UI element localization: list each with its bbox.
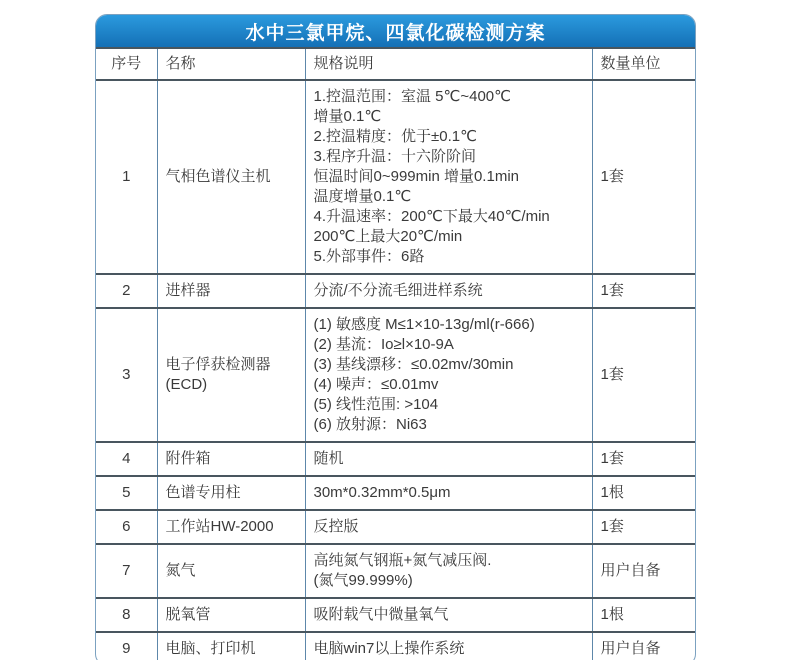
- cell-qty: 1套: [592, 274, 695, 308]
- spec-line: 随机: [313, 450, 344, 467]
- spec-line: 3.程序升温：十六阶阶间: [313, 148, 477, 165]
- spec-line: 恒温时间0~999min 增量0.1min: [313, 168, 519, 185]
- cell-no: 6: [96, 510, 157, 544]
- cell-name: 进样器: [157, 274, 305, 308]
- spec-table-card: [95, 14, 696, 660]
- cell-no: 4: [96, 442, 157, 476]
- cell-qty: 用户自备: [592, 632, 695, 660]
- spec-line: 200℃上最大20℃/min: [313, 228, 463, 245]
- spec-line: 1.控温范围：室温 5℃~400℃: [313, 88, 511, 105]
- spec-line: (4) 噪声：≤0.01mv: [313, 376, 439, 393]
- cell-qty: 1根: [592, 598, 695, 632]
- table-row: [96, 544, 695, 598]
- spec-line: 2.控温精度：优于±0.1℃: [313, 128, 477, 145]
- cell-name: 气相色谱仪主机: [157, 80, 305, 274]
- spec-line: (6) 放射源：Ni63: [313, 416, 427, 433]
- cell-spec: [305, 632, 592, 660]
- spec-line: 30m*0.32mm*0.5μm: [313, 484, 451, 501]
- cell-spec: [305, 442, 592, 476]
- cell-spec: [305, 80, 592, 274]
- cell-name: 电脑、打印机: [157, 632, 305, 660]
- spec-table: [96, 47, 695, 660]
- spec-line: 温度增量0.1℃: [313, 188, 412, 205]
- spec-line: 电脑win7以上操作系统: [313, 640, 465, 657]
- cell-spec: [305, 598, 592, 632]
- cell-no: 2: [96, 274, 157, 308]
- table-row: [96, 632, 695, 660]
- cell-spec: [305, 308, 592, 442]
- table-row: [96, 442, 695, 476]
- spec-line: 4.升温速率：200℃下最大40℃/min: [313, 208, 550, 225]
- cell-name: 氮气: [157, 544, 305, 598]
- cell-qty: 1套: [592, 442, 695, 476]
- cell-name: 脱氧管: [157, 598, 305, 632]
- cell-spec: [305, 544, 592, 598]
- spec-line: (1) 敏感度 M≤1×10-13g/ml(r-666): [313, 316, 535, 333]
- column-header-no: 序号: [96, 48, 157, 80]
- table-row: [96, 274, 695, 308]
- cell-no: 1: [96, 80, 157, 274]
- cell-name: 工作站HW-2000: [157, 510, 305, 544]
- column-header-name: 名称: [157, 48, 305, 80]
- cell-no: 5: [96, 476, 157, 510]
- spec-line: (5) 线性范围: >104: [313, 396, 439, 413]
- spec-line: 反控版: [313, 518, 359, 535]
- table-title: 水中三氯甲烷、四氯化碳检测方案: [96, 15, 695, 47]
- spec-line: 增量0.1℃: [313, 108, 382, 125]
- cell-no: 8: [96, 598, 157, 632]
- cell-no: 9: [96, 632, 157, 660]
- table-row: [96, 510, 695, 544]
- table-row: [96, 308, 695, 442]
- spec-line: 吸附载气中微量氧气: [313, 606, 449, 623]
- cell-spec: [305, 510, 592, 544]
- spec-line: 高纯氮气钢瓶+氮气减压阀.: [313, 552, 492, 569]
- cell-name: 色谱专用柱: [157, 476, 305, 510]
- cell-spec: [305, 274, 592, 308]
- cell-qty: 1套: [592, 308, 695, 442]
- table-row: [96, 598, 695, 632]
- cell-qty: 1根: [592, 476, 695, 510]
- cell-qty: 1套: [592, 510, 695, 544]
- table-row: [96, 80, 695, 274]
- spec-line: (氮气99.999%): [313, 572, 413, 589]
- spec-line: 5.外部事件：6路: [313, 248, 425, 265]
- table-row: [96, 476, 695, 510]
- cell-name: 电子俘获检测器(ECD): [157, 308, 305, 442]
- cell-name: 附件箱: [157, 442, 305, 476]
- cell-spec: [305, 476, 592, 510]
- spec-line: 分流/不分流毛细进样系统: [313, 282, 483, 299]
- cell-no: 3: [96, 308, 157, 442]
- cell-qty: 用户自备: [592, 544, 695, 598]
- cell-qty: 1套: [592, 80, 695, 274]
- column-header-qty: 数量单位: [592, 48, 695, 80]
- header-row: [96, 48, 695, 80]
- spec-line: (2) 基流：Io≥l×10-9A: [313, 336, 454, 353]
- cell-no: 7: [96, 544, 157, 598]
- spec-line: (3) 基线漂移：≤0.02mv/30min: [313, 356, 514, 373]
- column-header-spec: 规格说明: [305, 48, 592, 80]
